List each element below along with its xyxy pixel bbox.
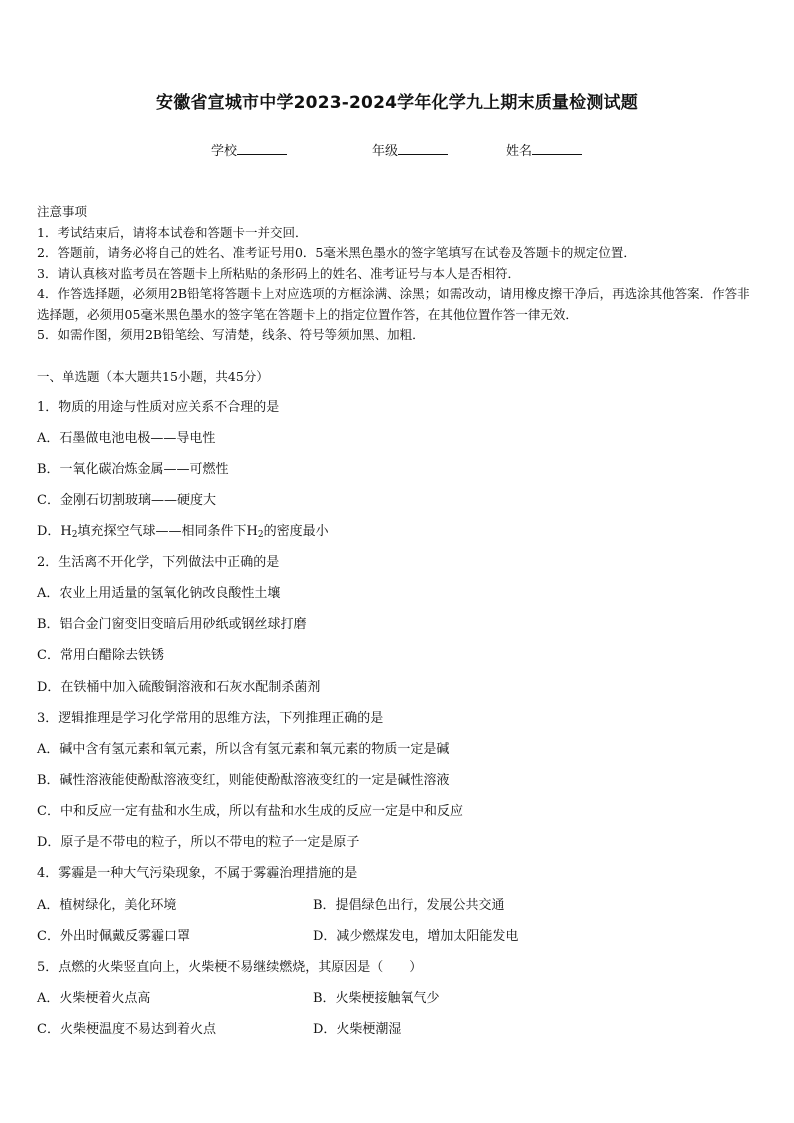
notice-item: 4．作答选择题，必须用2B铅笔将答题卡上对应选项的方框涂满、涂黑；如需改动，请用橡皮擦干净后，再选涂其他答案．作答非选择题，必须用05毫米黑色墨水的签字笔在答题卡上的指定位置作答，在其他位置作答一律无效． [37, 286, 750, 322]
q1-d-suffix: 的密度最小 [263, 524, 329, 539]
name-field [506, 140, 582, 159]
grade-label: 年级 [372, 144, 399, 159]
question-2-option-d: D．在铁桶中加入硫酸铜溶液和石灰水配制杀菌剂 [37, 680, 321, 695]
student-info-row [0, 140, 794, 160]
question-1-option-c: C．金刚石切割玻璃——硬度大 [37, 493, 216, 508]
question-5-option-a: A．火柴梗着火点高 [37, 991, 151, 1006]
question-1-option-b: B．一氧化碳冶炼金属——可燃性 [37, 462, 229, 477]
notice-item: 3．请认真核对监考员在答题卡上所粘贴的条形码上的姓名、准考证号与本人是否相符． [37, 265, 520, 281]
notice-item: 2．答题前，请务必将自己的姓名、准考证号用0．5毫米黑色墨水的签字笔填写在试卷及答题卡的规定位置． [37, 245, 636, 260]
question-2-option-a: A．农业上用适量的氢氧化钠改良酸性土壤 [37, 586, 281, 601]
question-4-option-a: A．植树绿化，美化环境 [37, 898, 177, 913]
q1-d-subscript: 2 [257, 530, 264, 540]
notice-block [37, 202, 761, 346]
question-3-stem: 3．逻辑推理是学习化学常用的思维方法，下列推理正确的是 [37, 711, 384, 726]
question-4-option-b: B．提倡绿色出行，发展公共交通 [313, 898, 505, 913]
question-4-stem: 4．雾霾是一种大气污染现象，不属于雾霾治理措施的是 [37, 866, 358, 881]
question-5-option-c: C．火柴梗温度不易达到着火点 [37, 1022, 216, 1037]
q1-d-middle: 填充探空气球——相同条件下H [77, 524, 258, 539]
q1-d-subscript: 2 [71, 530, 78, 540]
school-field [211, 140, 287, 159]
question-1-stem: 1．物质的用途与性质对应关系不合理的是 [37, 400, 280, 415]
school-label: 学校 [211, 144, 238, 159]
question-4-option-d: D．减少燃煤发电，增加太阳能发电 [313, 929, 519, 944]
question-2-stem: 2．生活离不开化学，下列做法中正确的是 [37, 555, 280, 570]
name-label: 姓名 [506, 144, 533, 159]
grade-field [372, 140, 448, 159]
section-heading: 一、单选题（本大题共15小题，共45分） [37, 369, 269, 384]
q1-d-prefix: D．H [37, 524, 72, 539]
question-2-option-b: B．铝合金门窗变旧变暗后用砂纸或钢丝球打磨 [37, 617, 307, 632]
notice-item: 5．如需作图，须用2B铅笔绘、写清楚，线条、符号等须加黑、加粗． [37, 327, 425, 342]
notice-item: 1．考试结束后，请将本试卷和答题卡一并交回． [37, 224, 308, 240]
question-4-option-c: C．外出时佩戴反雾霾口罩 [37, 929, 190, 944]
notice-heading: 注意事项 [37, 204, 88, 219]
question-2-option-c: C．常用白醋除去铁锈 [37, 648, 164, 663]
question-5-stem: 5．点燃的火柴竖直向上，火柴梗不易继续燃烧，其原因是（ ） [37, 960, 423, 975]
question-5-option-d: D．火柴梗潮湿 [313, 1022, 402, 1037]
question-5-option-b: B．火柴梗接触氧气少 [313, 991, 440, 1006]
grade-blank [398, 142, 448, 155]
question-3-option-b: B．碱性溶液能使酚酞溶液变红，则能使酚酞溶液变红的一定是碱性溶液 [37, 773, 450, 788]
question-1-option-a: A．石墨做电池电极——导电性 [37, 431, 216, 446]
question-1-option-d [37, 520, 329, 540]
school-blank [237, 142, 287, 155]
question-3-option-a: A．碱中含有氢元素和氧元素，所以含有氢元素和氧元素的物质一定是碱 [37, 742, 450, 757]
name-blank [532, 142, 582, 155]
question-3-option-d: D．原子是不带电的粒子，所以不带电的粒子一定是原子 [37, 835, 360, 850]
page-title: 安徽省宣城市中学2023-2024学年化学九上期末质量检测试题 [156, 93, 638, 113]
question-3-option-c: C．中和反应一定有盐和水生成，所以有盐和水生成的反应一定是中和反应 [37, 804, 463, 819]
